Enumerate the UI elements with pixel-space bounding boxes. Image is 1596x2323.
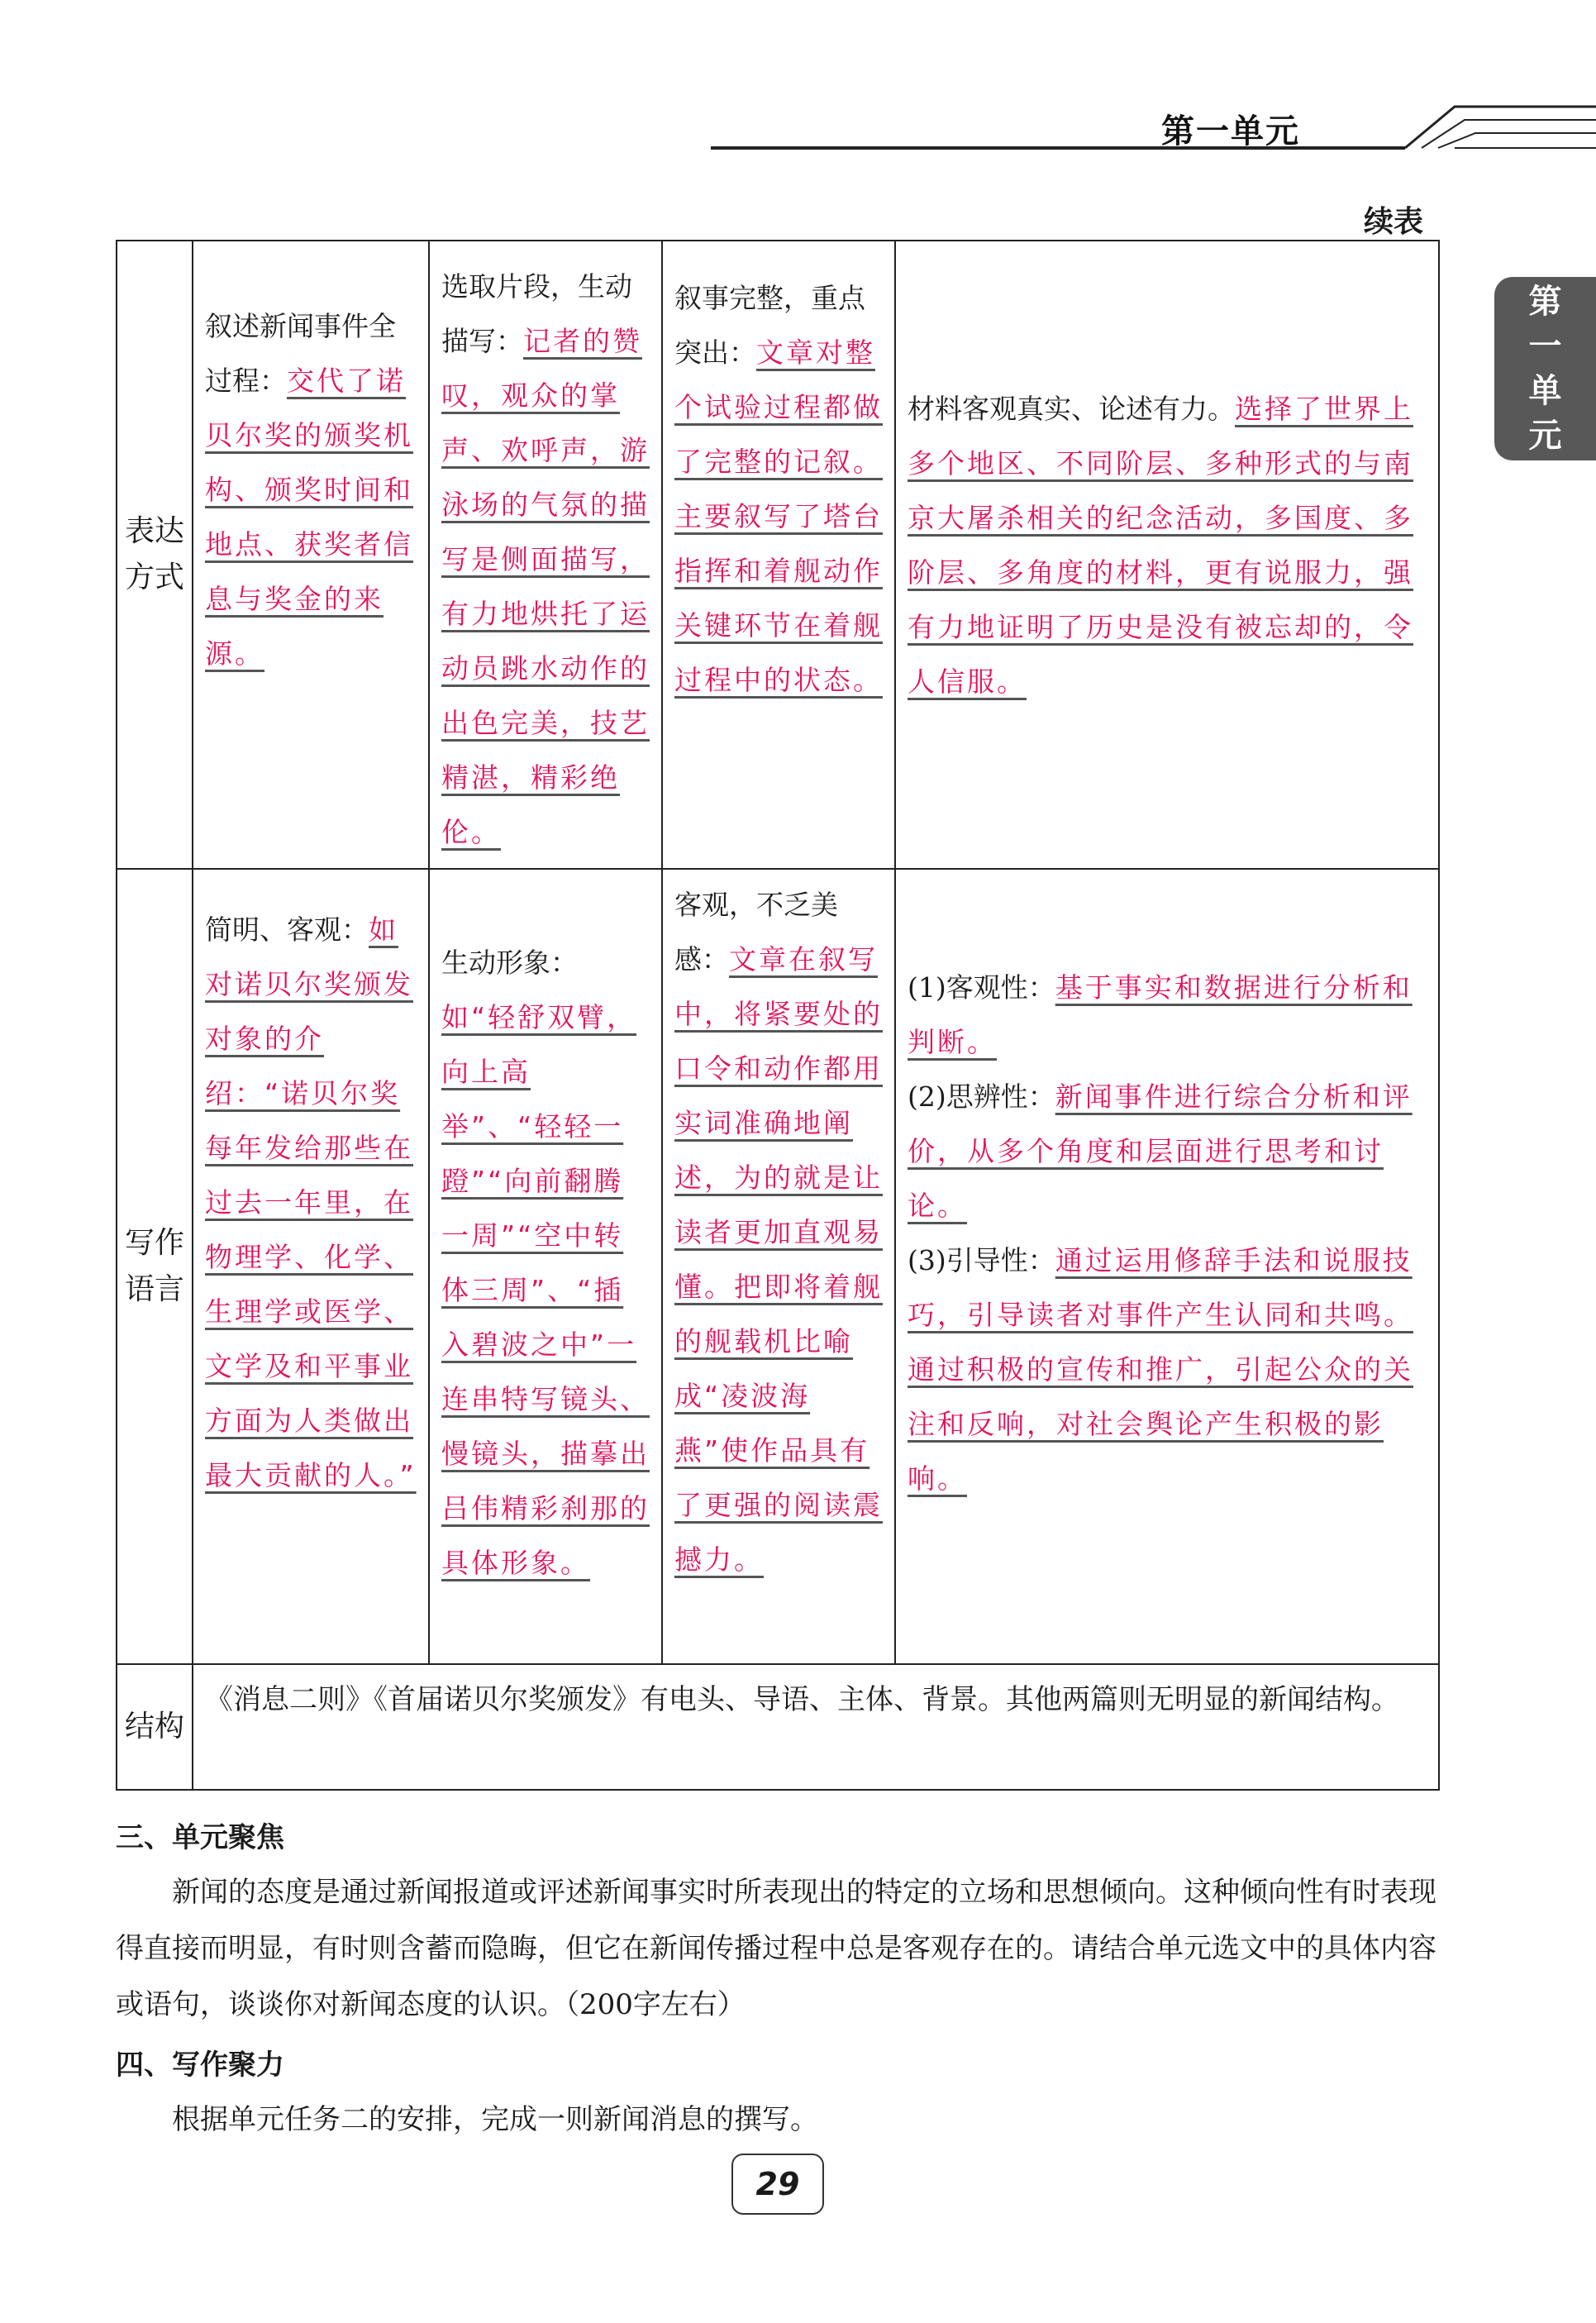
list-item [908,1233,1428,1506]
printed-prompt: 客观，不乏美感： [674,889,838,975]
structure-text: 《消息二则》《首届诺贝尔奖颁发》有电头、导语、主体、背景。其他两篇则无明显的新闻结构。 [205,1683,1399,1716]
side-tab-char: 单 [1528,372,1562,410]
handwritten-answer: 文章对整个试验过程都做了完整的记叙。主要叙写了塔台指挥和着舰动作关键环节在着舰过程中的状态。 [674,336,883,696]
printed-prompt: 叙事完整，重点突出： [674,282,865,369]
side-tab-char: 第 [1528,283,1562,321]
row-label: 表达方式 [117,241,193,869]
section-title: 四、写作聚力 [116,2049,284,2082]
side-tab-char: 一 [1528,327,1562,365]
table-row-structure [117,1664,1439,1790]
handwritten-answer: 交代了诺贝尔奖的颁奖机构、颁奖时间和地点、获奖者信息与奖金的来源。 [205,365,413,670]
table-row-language [117,869,1439,1664]
side-unit-tab [1494,277,1596,460]
row-label: 结构 [117,1664,193,1790]
printed-prompt: 选取片段，生动描写： [441,270,632,357]
list-item [908,961,1428,1070]
continued-table-label: 续表 [1364,205,1424,239]
side-tab-char: 元 [1528,417,1562,455]
printed-prompt: (3)引导性： [908,1244,1055,1276]
handwritten-answer: 新闻事件进行综合分析和评价，从多个角度和层面进行思考和讨论。 [908,1080,1413,1222]
row-label: 写作语言 [117,869,193,1664]
table-cell [662,869,895,1664]
table-cell [429,869,662,1664]
printed-prompt: (2)思辨性： [908,1080,1055,1113]
printed-prompt: 材料客观真实、论述有力。 [908,393,1235,425]
header-decorative-lines [711,95,1596,161]
handwritten-answer: 通过运用修辞手法和说服技巧，引导读者对事件产生认同和共鸣。通过积极的宣传和推广，引起公众的关注和反响，对社会舆论产生积极的影响。 [908,1244,1413,1495]
page-number: 29 [731,2154,824,2215]
section-title: 三、单元聚焦 [116,1821,284,1854]
list-item [908,1070,1428,1233]
section-paragraph: 新闻的态度是通过新闻报道或评述新闻事实时所表现出的特定的立场和思想倾向。这种倾向性有时表现得直接而明显，有时则含蓄而隐晦，但它在新闻传播过程中总是客观存在的。请结合单元选文中的具体内容或语句，谈谈你对新闻态度的认识。（200字左右） [116,1876,1436,2021]
table-cell [895,869,1439,1664]
printed-prompt: 简明、客观： [205,913,369,946]
table-cell [662,241,895,869]
news-comparison-table [116,240,1440,1791]
table-row-expression [117,241,1439,869]
unit-title: 第一单元 [1161,112,1300,150]
unit-header [711,95,1596,161]
table-cell [193,1664,1439,1790]
table-cell [429,241,662,869]
printed-prompt: (1)客观性： [908,971,1055,1004]
handwritten-answer: 选择了世界上多个地区、不同阶层、多种形式的与南京大屠杀相关的纪念活动，多国度、多阶层、多角度的材料，更有说服力，强有力地证明了历史是没有被忘却的，令人信服。 [908,393,1413,698]
handwritten-answer: 如“轻舒双臂，向上高举”、“轻轻一蹬”“向前翻腾一周”“空中转体三周”、“插入碧波之中”一连串特写镜头、慢镜头，描摹出吕伟精彩刹那的具体形象。 [441,1001,650,1579]
table-cell [193,241,429,869]
handwritten-answer: 文章在叙写中，将紧要处的口令和动作都用实词准确地阐述，为的就是让读者更加直观易懂。把即将着舰的舰载机比喻成“凌波海燕”使作品具有了更强的阅读震撼力。 [674,943,883,1576]
table-cell [895,241,1439,869]
handwritten-answer: 如对诺贝尔奖颁发对象的介绍：“诺贝尔奖每年发给那些在过去一年里，在物理学、化学、生理学或医学、文学及和平事业方面为人类做出最大贡献的人。” [205,913,417,1491]
handwritten-answer: 记者的赞叹，观众的掌声、欢呼声，游泳场的气氛的描写是侧面描写，有力地烘托了运动员跳水动作的出色完美，技艺精湛，精彩绝伦。 [441,325,650,848]
handwritten-answer: 基于事实和数据进行分析和判断。 [908,971,1413,1058]
section-paragraph: 根据单元任务二的安排，完成一则新闻消息的撰写。 [172,2103,818,2136]
printed-prompt: 叙述新闻事件全过程： [205,310,396,397]
printed-prompt: 生动形象： [441,947,578,979]
table-cell [193,869,429,1664]
